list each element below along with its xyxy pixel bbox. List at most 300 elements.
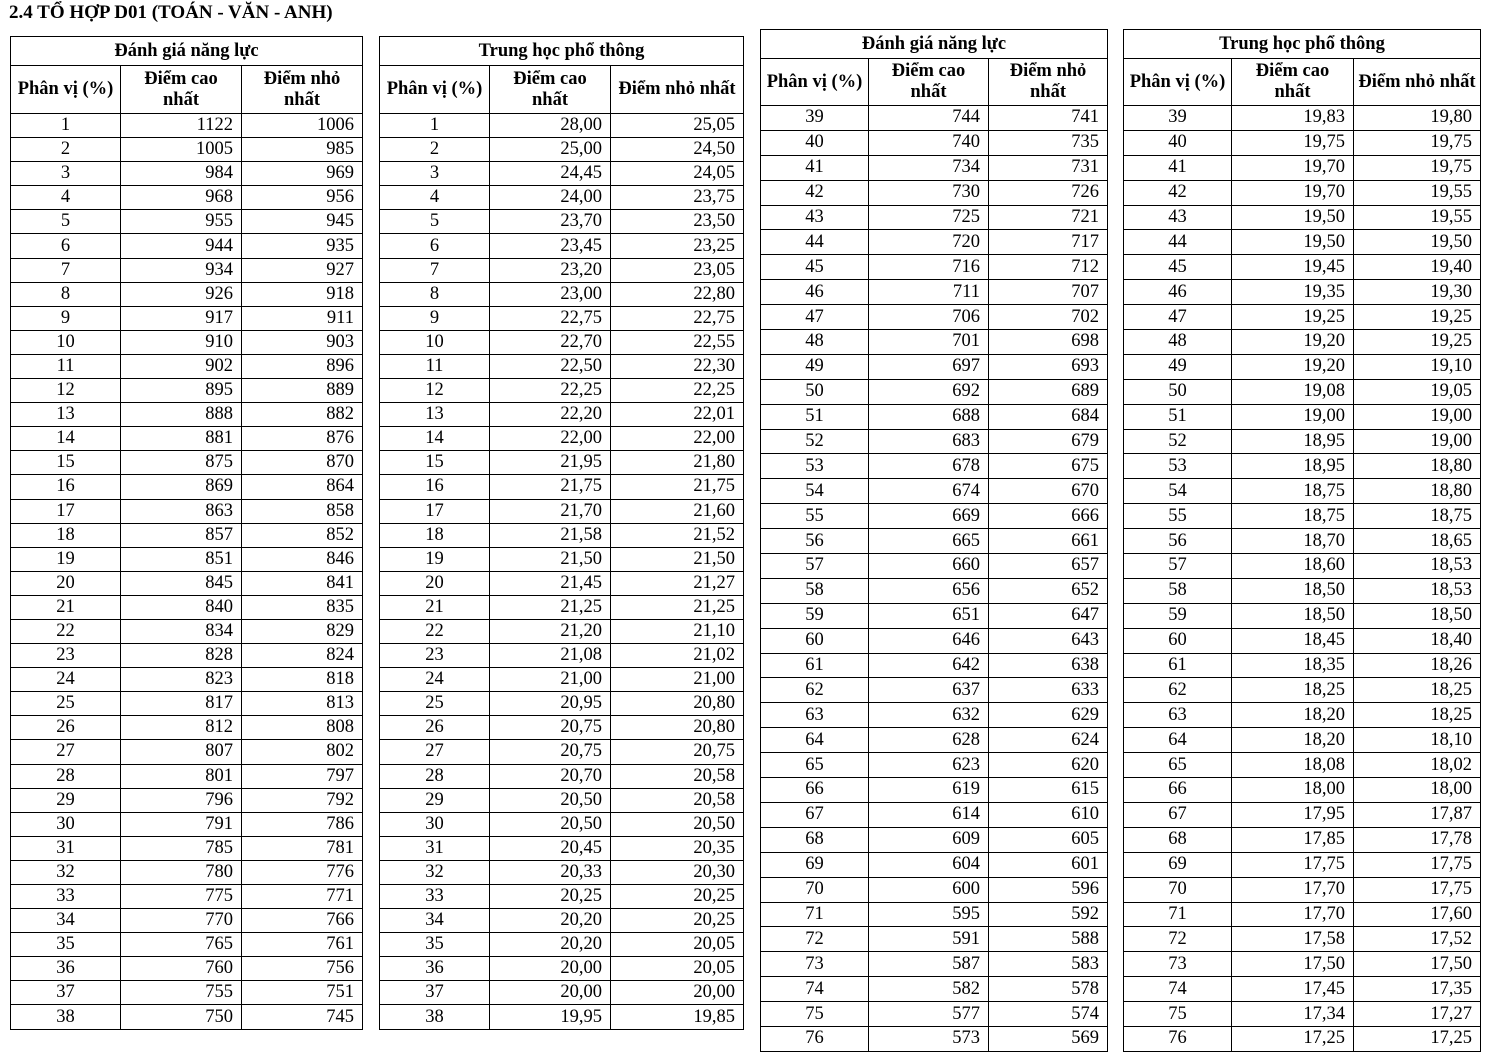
cell-percentile: 65 [761,753,869,778]
cell-min: 588 [989,927,1108,952]
cell-max: 791 [121,812,242,836]
table-row [1124,230,1481,255]
cell-min: 569 [989,1026,1108,1051]
cell-min: 17,52 [1354,927,1481,952]
cell-max: 18,08 [1232,753,1354,778]
cell-max: 28,00 [490,114,611,138]
cell-max: 812 [121,716,242,740]
table-row [11,644,363,668]
cell-percentile: 21 [380,595,490,619]
cell-max: 765 [121,933,242,957]
cell-percentile: 62 [1124,678,1232,703]
cell-min: 829 [242,619,363,643]
cell-min: 985 [242,138,363,162]
cell-max: 770 [121,909,242,933]
cell-min: 927 [242,258,363,282]
cell-max: 573 [869,1026,989,1051]
cell-min: 20,25 [611,885,744,909]
cell-max: 23,20 [490,258,611,282]
table-row [1124,802,1481,827]
cell-percentile: 15 [11,451,121,475]
table-row [11,234,363,258]
cell-max: 701 [869,330,989,355]
cell-min: 633 [989,678,1108,703]
cell-max: 18,70 [1232,529,1354,554]
cell-min: 19,05 [1354,379,1481,404]
cell-percentile: 55 [761,504,869,529]
cell-max: 683 [869,429,989,454]
cell-percentile: 27 [380,740,490,764]
cell-min: 19,00 [1354,429,1481,454]
cell-min: 21,25 [611,595,744,619]
cell-max: 19,20 [1232,330,1354,355]
cell-max: 968 [121,186,242,210]
cell-min: 17,50 [1354,952,1481,977]
table-row [761,778,1108,803]
table-row [1124,703,1481,728]
cell-max: 19,25 [1232,305,1354,330]
col-header-percentile: Phân vị (%) [11,66,121,114]
cell-min: 735 [989,130,1108,155]
cell-max: 775 [121,885,242,909]
cell-percentile: 20 [380,571,490,595]
cell-min: 956 [242,186,363,210]
table-right-thpt [1123,29,1481,1052]
cell-min: 22,01 [611,403,744,427]
group-header: Đánh giá năng lực [761,30,1108,59]
cell-percentile: 41 [761,155,869,180]
table-row [380,451,744,475]
cell-min: 702 [989,305,1108,330]
cell-percentile: 26 [11,716,121,740]
cell-percentile: 70 [761,877,869,902]
table-row [1124,678,1481,703]
cell-percentile: 28 [11,764,121,788]
cell-percentile: 48 [761,330,869,355]
table-row [761,180,1108,205]
table-row [1124,1002,1481,1027]
cell-percentile: 33 [380,885,490,909]
cell-min: 18,25 [1354,678,1481,703]
cell-percentile: 68 [761,827,869,852]
cell-min: 20,58 [611,764,744,788]
cell-min: 876 [242,427,363,451]
cell-percentile: 32 [380,860,490,884]
cell-min: 23,25 [611,234,744,258]
cell-percentile: 33 [11,885,121,909]
table-row [11,210,363,234]
cell-percentile: 56 [1124,529,1232,554]
cell-min: 615 [989,778,1108,803]
cell-min: 18,65 [1354,529,1481,554]
table-row [11,306,363,330]
cell-max: 623 [869,753,989,778]
table-row [11,957,363,981]
cell-max: 19,50 [1232,205,1354,230]
cell-min: 1006 [242,114,363,138]
cell-max: 591 [869,927,989,952]
table-row [11,571,363,595]
cell-percentile: 53 [761,454,869,479]
cell-max: 22,75 [490,306,611,330]
cell-max: 21,25 [490,595,611,619]
table-row [761,1026,1108,1051]
cell-max: 734 [869,155,989,180]
cell-min: 19,25 [1354,330,1481,355]
table-row [380,186,744,210]
cell-max: 18,50 [1232,603,1354,628]
table-row [1124,354,1481,379]
table-row [1124,454,1481,479]
cell-percentile: 16 [11,475,121,499]
cell-percentile: 57 [1124,554,1232,579]
table-row [380,547,744,571]
table-row [761,379,1108,404]
cell-max: 669 [869,504,989,529]
table-row [380,282,744,306]
cell-percentile: 9 [11,306,121,330]
cell-min: 19,85 [611,1005,744,1029]
cell-min: 797 [242,764,363,788]
cell-min: 18,80 [1354,454,1481,479]
table-row [380,860,744,884]
table-row [11,138,363,162]
table-row [1124,205,1481,230]
cell-percentile: 2 [380,138,490,162]
cell-min: 896 [242,354,363,378]
cell-max: 18,95 [1232,429,1354,454]
table-row [11,740,363,764]
table-row [11,258,363,282]
cell-min: 870 [242,451,363,475]
table-row [11,379,363,403]
table-row [761,354,1108,379]
cell-max: 18,45 [1232,628,1354,653]
cell-min: 17,75 [1354,877,1481,902]
cell-min: 647 [989,603,1108,628]
cell-percentile: 50 [761,379,869,404]
table-row [11,860,363,884]
cell-min: 824 [242,644,363,668]
cell-max: 21,70 [490,499,611,523]
cell-max: 19,70 [1232,180,1354,205]
cell-max: 834 [121,619,242,643]
table-row [1124,305,1481,330]
cell-percentile: 5 [380,210,490,234]
table-row [11,475,363,499]
cell-min: 693 [989,354,1108,379]
table-row [1124,827,1481,852]
cell-percentile: 21 [11,595,121,619]
table-row [11,764,363,788]
cell-percentile: 14 [380,427,490,451]
cell-min: 643 [989,628,1108,653]
cell-min: 776 [242,860,363,884]
table-row [380,788,744,812]
table-row [1124,603,1481,628]
cell-max: 851 [121,547,242,571]
cell-max: 984 [121,162,242,186]
table-row [380,1005,744,1029]
cell-percentile: 40 [761,130,869,155]
table-row [11,186,363,210]
cell-max: 21,00 [490,668,611,692]
cell-min: 620 [989,753,1108,778]
cell-min: 17,87 [1354,802,1481,827]
table-row [761,728,1108,753]
cell-max: 20,00 [490,957,611,981]
cell-percentile: 35 [11,933,121,957]
table-row [761,205,1108,230]
cell-percentile: 12 [11,379,121,403]
cell-min: 23,50 [611,210,744,234]
cell-percentile: 3 [380,162,490,186]
table-row [1124,653,1481,678]
cell-percentile: 8 [380,282,490,306]
cell-min: 19,40 [1354,255,1481,280]
cell-max: 801 [121,764,242,788]
cell-max: 587 [869,952,989,977]
cell-percentile: 51 [1124,404,1232,429]
table-row [11,523,363,547]
cell-max: 19,20 [1232,354,1354,379]
cell-max: 18,75 [1232,479,1354,504]
table-row [761,1002,1108,1027]
cell-percentile: 44 [761,230,869,255]
cell-percentile: 70 [1124,877,1232,902]
cell-min: 17,27 [1354,1002,1481,1027]
cell-max: 1005 [121,138,242,162]
table-row [11,909,363,933]
cell-percentile: 54 [761,479,869,504]
cell-percentile: 4 [11,186,121,210]
col-header-percentile: Phân vị (%) [761,59,869,106]
cell-max: 18,75 [1232,504,1354,529]
cell-max: 817 [121,692,242,716]
cell-min: 781 [242,836,363,860]
cell-max: 23,45 [490,234,611,258]
table-row [11,692,363,716]
table-row [761,877,1108,902]
cell-min: 19,75 [1354,155,1481,180]
cell-percentile: 45 [761,255,869,280]
group-header: Trung học phổ thông [380,37,744,66]
cell-max: 725 [869,205,989,230]
table-row [11,788,363,812]
table-row [1124,504,1481,529]
table-row [11,114,363,138]
col-header-min: Điểm nhỏ nhất [989,59,1108,106]
cell-percentile: 46 [1124,280,1232,305]
cell-percentile: 1 [11,114,121,138]
cell-percentile: 73 [761,952,869,977]
cell-percentile: 47 [1124,305,1232,330]
table-row [11,330,363,354]
cell-percentile: 41 [1124,155,1232,180]
cell-min: 889 [242,379,363,403]
table-left-nang-luc [10,36,363,1030]
cell-min: 629 [989,703,1108,728]
table-row [1124,1026,1481,1051]
cell-max: 869 [121,475,242,499]
cell-percentile: 7 [380,258,490,282]
cell-min: 841 [242,571,363,595]
cell-percentile: 12 [380,379,490,403]
cell-max: 857 [121,523,242,547]
cell-max: 21,58 [490,523,611,547]
table-row [380,499,744,523]
cell-percentile: 75 [761,1002,869,1027]
cell-max: 20,75 [490,716,611,740]
cell-min: 21,10 [611,619,744,643]
cell-max: 21,95 [490,451,611,475]
cell-percentile: 31 [11,836,121,860]
table-row [380,981,744,1005]
cell-min: 802 [242,740,363,764]
cell-percentile: 7 [11,258,121,282]
cell-max: 22,70 [490,330,611,354]
cell-max: 21,08 [490,644,611,668]
cell-min: 652 [989,578,1108,603]
col-header-max: Điểm cao nhất [1232,59,1354,106]
cell-percentile: 60 [761,628,869,653]
table-row [761,454,1108,479]
table-row [1124,280,1481,305]
table-row [761,529,1108,554]
cell-percentile: 66 [761,778,869,803]
table-row [1124,628,1481,653]
table-row [761,155,1108,180]
cell-max: 755 [121,981,242,1005]
cell-max: 17,50 [1232,952,1354,977]
cell-max: 17,75 [1232,852,1354,877]
cell-min: 717 [989,230,1108,255]
cell-max: 18,00 [1232,778,1354,803]
cell-min: 18,53 [1354,578,1481,603]
cell-percentile: 68 [1124,827,1232,852]
cell-percentile: 32 [11,860,121,884]
cell-min: 689 [989,379,1108,404]
table-row [380,162,744,186]
cell-percentile: 3 [11,162,121,186]
cell-max: 18,20 [1232,728,1354,753]
table-row [761,106,1108,131]
cell-max: 23,00 [490,282,611,306]
cell-percentile: 71 [761,902,869,927]
cell-min: 20,50 [611,812,744,836]
cell-percentile: 24 [380,668,490,692]
cell-percentile: 36 [11,957,121,981]
table-row [11,162,363,186]
cell-percentile: 18 [11,523,121,547]
col-header-max: Điểm cao nhất [869,59,989,106]
table-row [761,330,1108,355]
cell-max: 730 [869,180,989,205]
cell-max: 21,50 [490,547,611,571]
cell-min: 21,75 [611,475,744,499]
cell-max: 632 [869,703,989,728]
table-row [380,114,744,138]
table-row [11,427,363,451]
cell-min: 21,02 [611,644,744,668]
table-row [761,852,1108,877]
cell-max: 22,50 [490,354,611,378]
cell-max: 17,45 [1232,977,1354,1002]
table-row [11,812,363,836]
cell-min: 24,50 [611,138,744,162]
cell-min: 624 [989,728,1108,753]
cell-max: 595 [869,902,989,927]
table-row [380,836,744,860]
table-row [11,716,363,740]
table-row [11,836,363,860]
cell-percentile: 38 [380,1005,490,1029]
cell-percentile: 75 [1124,1002,1232,1027]
cell-min: 726 [989,180,1108,205]
cell-min: 20,75 [611,740,744,764]
cell-min: 19,10 [1354,354,1481,379]
cell-percentile: 30 [11,812,121,836]
cell-max: 604 [869,852,989,877]
cell-min: 707 [989,280,1108,305]
cell-min: 852 [242,523,363,547]
cell-min: 756 [242,957,363,981]
cell-min: 18,25 [1354,703,1481,728]
page-title: 2.4 TỔ HỢP D01 (TOÁN - VĂN - ANH) [9,2,333,23]
cell-min: 835 [242,595,363,619]
table-row [761,927,1108,952]
cell-max: 716 [869,255,989,280]
cell-min: 21,80 [611,451,744,475]
cell-max: 22,20 [490,403,611,427]
cell-percentile: 52 [761,429,869,454]
cell-max: 21,75 [490,475,611,499]
cell-max: 17,58 [1232,927,1354,952]
table-row [380,957,744,981]
cell-max: 895 [121,379,242,403]
cell-percentile: 35 [380,933,490,957]
cell-min: 20,05 [611,957,744,981]
cell-percentile: 72 [1124,927,1232,952]
cell-percentile: 25 [11,692,121,716]
cell-min: 19,30 [1354,280,1481,305]
cell-min: 761 [242,933,363,957]
cell-max: 750 [121,1005,242,1029]
cell-percentile: 40 [1124,130,1232,155]
table-row [380,812,744,836]
cell-percentile: 42 [761,180,869,205]
cell-min: 666 [989,504,1108,529]
cell-min: 22,30 [611,354,744,378]
cell-percentile: 47 [761,305,869,330]
cell-min: 23,05 [611,258,744,282]
cell-max: 20,20 [490,933,611,957]
cell-percentile: 17 [11,499,121,523]
cell-min: 679 [989,429,1108,454]
table-row [761,255,1108,280]
col-header-min: Điểm nhỏ nhất [1354,59,1481,106]
cell-min: 19,80 [1354,106,1481,131]
cell-percentile: 49 [1124,354,1232,379]
cell-min: 17,35 [1354,977,1481,1002]
group-header: Đánh giá năng lực [11,37,363,66]
cell-max: 19,95 [490,1005,611,1029]
cell-percentile: 46 [761,280,869,305]
cell-percentile: 54 [1124,479,1232,504]
table-row [761,603,1108,628]
col-header-min: Điểm nhỏ nhất [242,66,363,114]
table-row [761,554,1108,579]
